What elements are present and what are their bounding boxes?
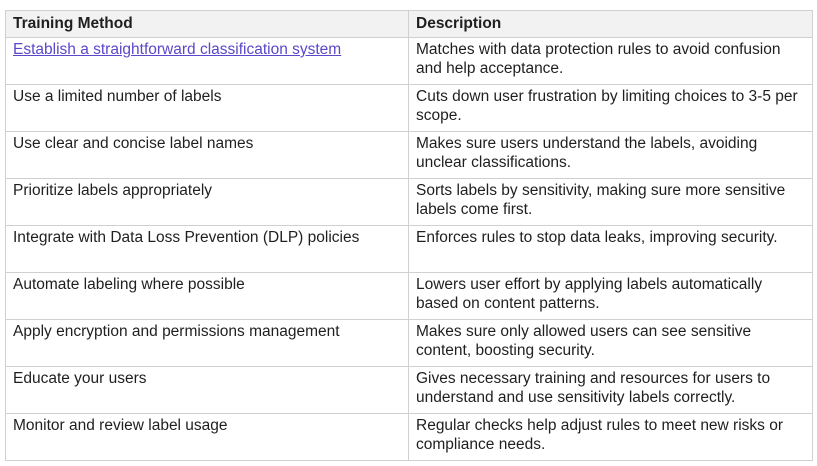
training-method-cell [6,38,409,85]
description-cell: Lowers user effort by applying labels automatically based on content patterns. [409,273,813,320]
table-header-row [6,11,813,38]
training-method-cell: Educate your users [6,367,409,414]
training-method-link[interactable]: Establish a straightforward classification system [13,41,342,58]
description-cell: Cuts down user frustration by limiting choices to 3-5 per scope. [409,85,813,132]
table-row [6,273,813,320]
header-description: Description [409,11,813,38]
training-method-cell: Monitor and review label usage [6,414,409,461]
table-row [6,38,813,85]
table-row [6,132,813,179]
description-cell: Makes sure users understand the labels, avoiding unclear classifications. [409,132,813,179]
description-cell: Sorts labels by sensitivity, making sure more sensitive labels come first. [409,179,813,226]
table-row [6,367,813,414]
description-cell: Gives necessary training and resources for users to understand and use sensitivity labels correctly. [409,367,813,414]
description-cell: Matches with data protection rules to avoid confusion and help acceptance. [409,38,813,85]
training-method-cell: Use a limited number of labels [6,85,409,132]
training-methods-table [5,10,813,461]
header-training-method: Training Method [6,11,409,38]
training-method-cell: Use clear and concise label names [6,132,409,179]
training-method-cell: Apply encryption and permissions management [6,320,409,367]
description-cell: Makes sure only allowed users can see sensitive content, boosting security. [409,320,813,367]
training-method-cell: Automate labeling where possible [6,273,409,320]
table-row [6,320,813,367]
training-method-cell: Integrate with Data Loss Prevention (DLP) policies [6,226,409,273]
table-row [6,179,813,226]
training-methods-table-container [5,10,813,461]
table-row [6,226,813,273]
description-cell: Regular checks help adjust rules to meet new risks or compliance needs. [409,414,813,461]
training-method-cell: Prioritize labels appropriately [6,179,409,226]
table-row [6,85,813,132]
table-row [6,414,813,461]
description-cell: Enforces rules to stop data leaks, improving security. [409,226,813,273]
